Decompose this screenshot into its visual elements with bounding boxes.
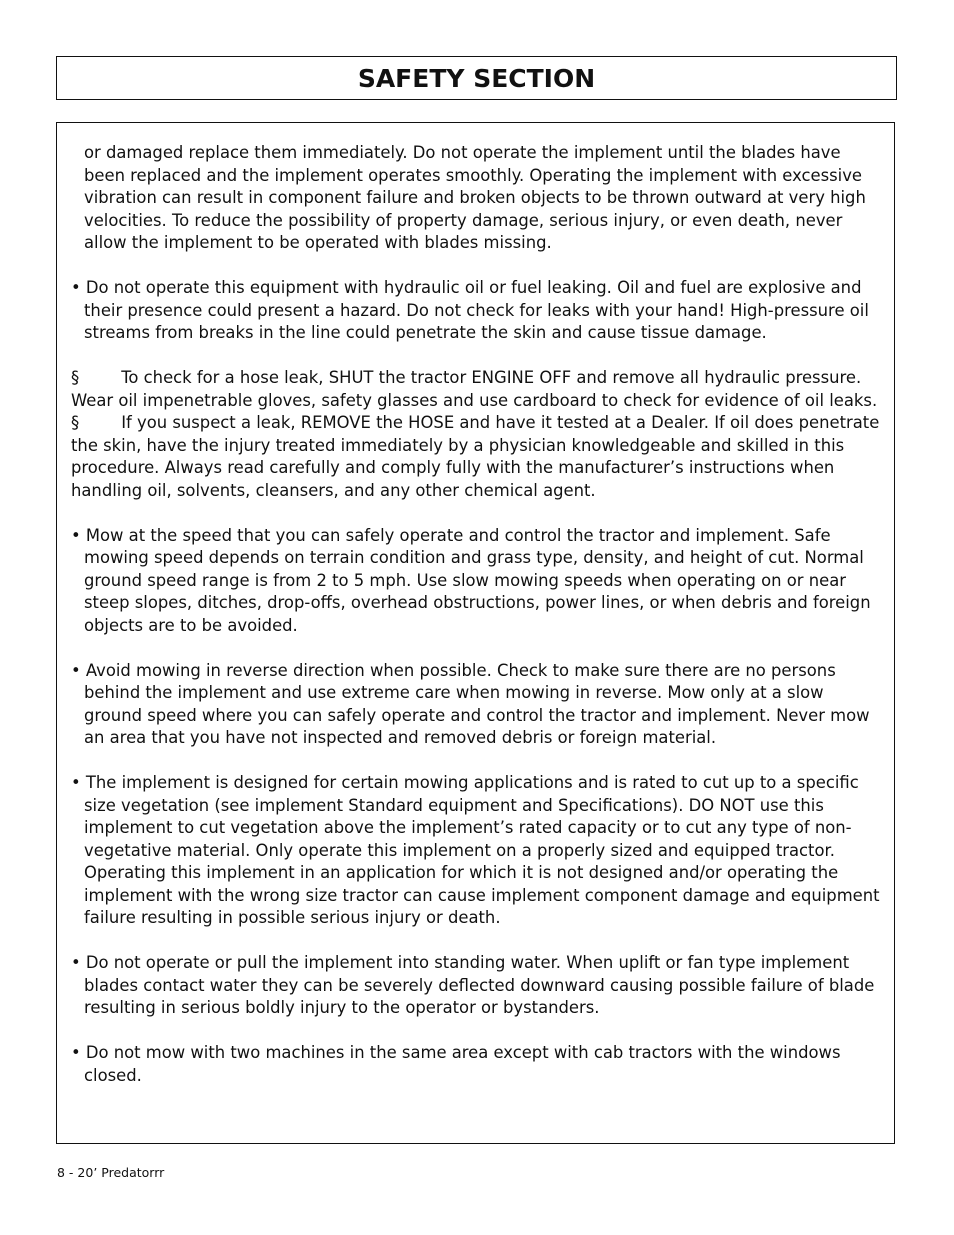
bullet-mowing-speed: • Mow at the speed that you can safely operate and control the tractor and implement. Safe mowing speed depends on terrain condition and grass type, density, and height of cut. Normal ground speed range is from 2 to 5 mph. Use slow mowing speeds when operating on or near steep slopes, ditches, drop-offs, overhead obstructions, power lines, or when debris and foreign objects are to be avoided. (71, 525, 871, 635)
bullet-two-machines: • Do not mow with two machines in the same area except with cab tractors with the windows closed. (71, 1043, 841, 1085)
bullet-hydraulic-leak: • Do not operate this equipment with hydraulic oil or fuel leaking. Oil and fuel are explosive and their presence could present a hazard. Do not check for leaks with your hand! High-pressure oil streams from breaks in the line could penetrate the skin and cause tissue damage. (71, 278, 869, 342)
sub-item-suspect-leak (71, 412, 885, 502)
sub-item-hose-leak-check (71, 367, 885, 412)
sub-item-text: To check for a hose leak, SHUT the tractor ENGINE OFF and remove all hydraulic pressure. Wear oil impenetrable gloves, safety glasses and use cardboard to check for evidence of oil leaks. (71, 368, 878, 410)
content-text (71, 142, 885, 1110)
bullet-design-rating: • The implement is designed for certain mowing applications and is rated to cut up to a specific size vegetation (see implement Standard equipment and Specifications). DO NOT use this implement to cut vegetation above the implement’s rated capacity or to cut any type of non-vegetative material. Only operate this implement on a properly sized and equipped tractor. Operating this implement in an application for which it is not designed and/or operating the implement with the wrong size tractor can cause implement component damage and equipment failure resulting in possible serious injury or death. (71, 773, 880, 927)
page-footer: 8 - 20’ Predatorrr (57, 1165, 165, 1180)
content-panel (56, 122, 895, 1144)
bullet-reverse-mowing: • Avoid mowing in reverse direction when possible. Check to make sure there are no persons behind the implement and use extreme care when mowing in reverse. Mow only at a slow ground speed where you can safely operate and control the tractor and implement. Never mow an area that you have not inspected and removed debris or foreign material. (71, 660, 870, 747)
sub-item-text: If you suspect a leak, REMOVE the HOSE and have it tested at a Dealer. If oil does penetrate the skin, have the injury treated immediately by a physician knowledgeable and skilled in this procedure. Always read carefully and comply fully with the manufacturer’s instructions when handling oil, solvents, cleansers, and any other chemical agent. (71, 413, 880, 500)
continuation-paragraph: or damaged replace them immediately. Do not operate the implement until the blades have been replaced and the implement operates smoothly. Operating the implement with excessive vibration can result in component failure and broken objects to be thrown outward at very high velocities. To reduce the possibility of property damage, serious injury, or even death, never allow the implement to be operated with blades missing. (84, 143, 866, 252)
section-symbol: § (71, 368, 80, 387)
bullet-standing-water: • Do not operate or pull the implement into standing water. When uplift or fan type implement blades contact water they can be severely deflected downward causing possible failure of blade resulting in serious boldly injury to the operator or bystanders. (71, 953, 875, 1017)
section-header (56, 56, 897, 100)
page-title: SAFETY SECTION (357, 63, 596, 93)
section-symbol: § (71, 413, 80, 432)
